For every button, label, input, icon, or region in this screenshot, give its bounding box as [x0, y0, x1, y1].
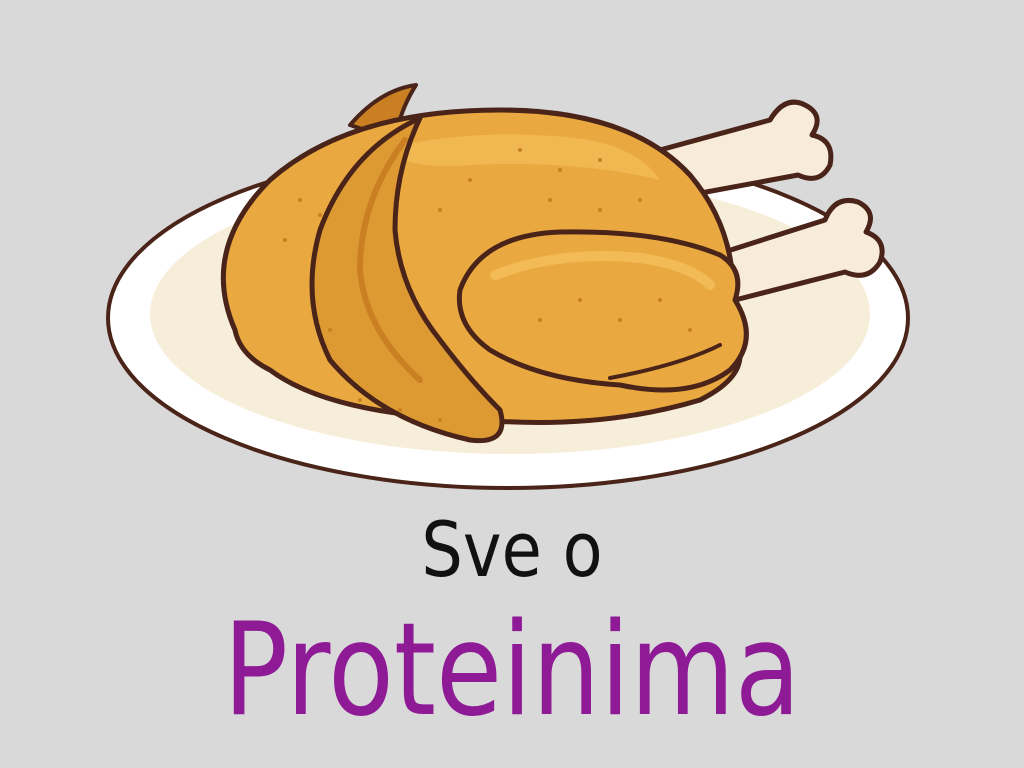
title-line-2: Proteinima [223, 596, 801, 745]
title-line-1: Sve o [421, 505, 603, 594]
